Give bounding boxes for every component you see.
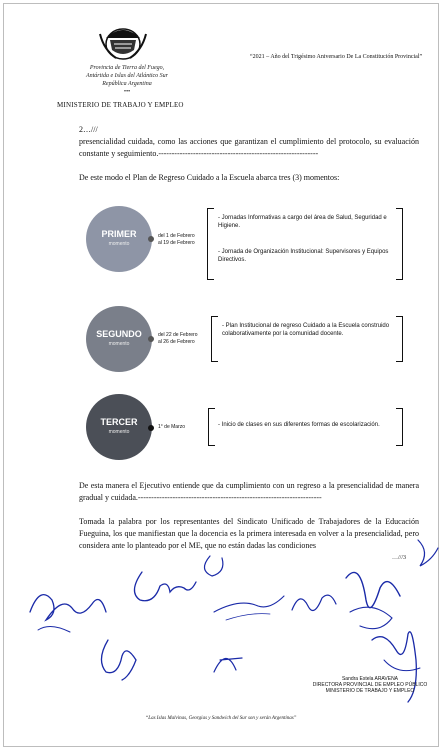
moment-title: SEGUNDO <box>96 329 142 339</box>
province-line: Antártida e Islas del Atlántico Sur <box>85 73 169 79</box>
date-line: del 1 de Febrero <box>158 233 195 239</box>
date-line: 1° de Marzo <box>158 424 186 430</box>
paragraph-3: De esta manera el Ejecutivo entiende que da cumplimiento con un regreso a la presencialidad de manera gradual y cuidada.--------------------------------------------------------------------- <box>79 481 419 502</box>
moment-item: - Jornada de Organización Institucional: Supervisores y Equipos Directivos. <box>218 249 389 263</box>
province-line: Provincia de Tierra del Fuego, <box>89 65 165 71</box>
moment-title: PRIMER <box>101 229 137 239</box>
moment-item: - Inicio de clases en sus diferentes formas de escolarización. <box>218 422 380 428</box>
footer-motto: “Las Islas Malvinas, Georgias y Sandwich del Sur son y serán Argentinas” <box>145 716 297 721</box>
paragraph-2: De este modo el Plan de Regreso Cuidado a la Escuela abarca tres (3) momentos: <box>79 173 340 182</box>
signatory-title: DIRECTORA PROVINCIAL DE EMPLEO PÚBLICO <box>312 682 428 688</box>
moment-item: - Jornadas Informativas a cargo del área de Salud, Seguridad e Higiene. <box>218 215 387 229</box>
signatory-block <box>300 676 440 694</box>
province-dots: ••• <box>123 89 131 95</box>
ministry-name: MINISTERIO DE TRABAJO Y EMPLEO <box>57 101 184 109</box>
paragraph-4: Tomada la palabra por los representantes del Sindicato Unificado de Trabajadores de la Educación Fueguina, los que manifiestan que la docencia es la primera interesada en volver a la presencialidad, pero considera ante lo planteado por el ME, que no están dadas las condiciones <box>79 517 419 550</box>
year-motto: “2021 – Año del Trigésimo Aniversario De La Constitución Provincial” <box>250 54 423 60</box>
date-line: del 22 de Febrero <box>158 332 198 338</box>
moment-subtitle: momento <box>108 341 130 347</box>
province-line: República Argentina <box>102 81 152 87</box>
date-line: al 26 de Febrero <box>158 339 195 345</box>
moment-subtitle: momento <box>108 241 130 247</box>
signatory-name: Sandra Estela ARAVENA <box>341 676 399 682</box>
date-line: al 19 de Febrero <box>158 240 195 246</box>
moment-item: - Plan Institucional de regreso Cuidado a la Escuela construido colaborativamente por la comunidad docente. <box>222 323 390 337</box>
page-mark: …///3 <box>392 555 407 561</box>
paragraph-1: presencialidad cuidada, como las acciones que garantizan el cumplimiento del protocolo, su evaluación constante y seguimiento.------------------------------------------------------------ <box>79 137 419 158</box>
moment-subtitle: momento <box>108 429 130 435</box>
continuation-mark: 2…/// <box>79 125 98 134</box>
signatory-ministry: MINISTERIO DE TRABAJO Y EMPLEO <box>325 688 415 694</box>
moment-title: TERCER <box>100 417 138 427</box>
